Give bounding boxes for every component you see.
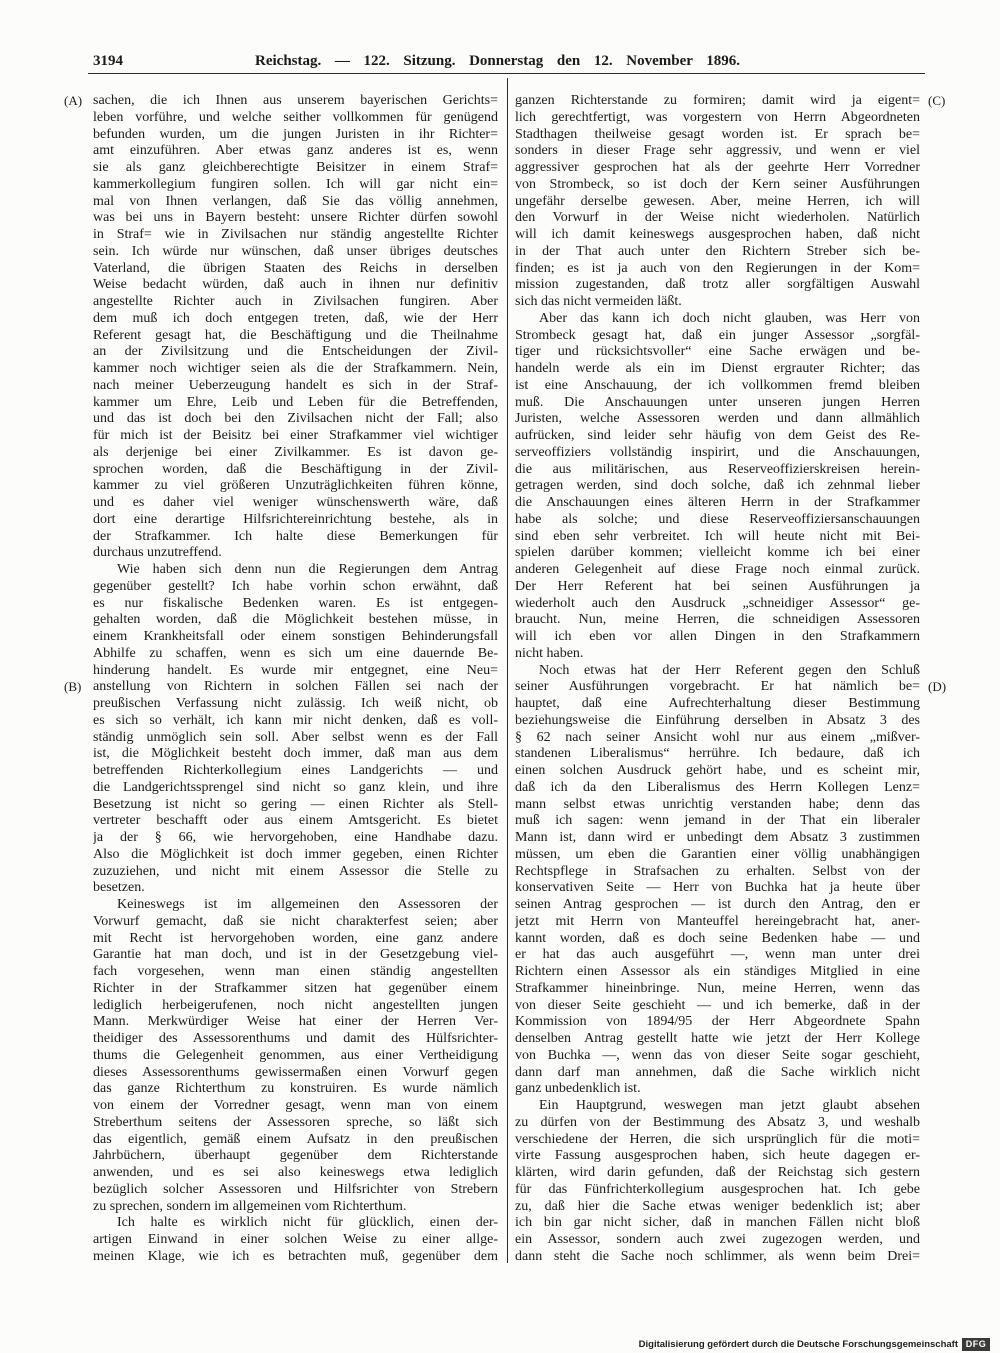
text-line: von einem der Vorredner gesagt, wenn man von einem: [93, 1098, 498, 1113]
text-line: aufrücken, sind leider sehr häufig von dem Geist des Re-: [515, 428, 920, 443]
text-line: müssen, um eben die Garantien einer völlig unabhängigen: [515, 846, 920, 862]
text-line: einen solchen Ausdruck gehört habe, und es scheint mir,: [515, 763, 920, 778]
text-line: Richter in der Strafkammer sitzen hat gegenüber einem: [93, 980, 498, 996]
text-line: von dieser Seite geschieht — und ich bemerke, daß in der: [515, 997, 920, 1013]
text-line: bezüglich solcher Assessoren und Hilfsrichter von Strebern: [93, 1181, 498, 1197]
text-line: als derjenige bei einer Zivilkammer. Es ist davon ge-: [93, 444, 498, 460]
text-line: Ein Hauptgrund, weswegen man jetzt glaubt absehen: [539, 1098, 920, 1113]
text-line: spielen darüber kommen; vielleicht komme ich bei einer: [515, 545, 920, 561]
text-line: habe als solche; und diese Reserveoffiziersanschauungen: [515, 511, 920, 527]
text-line: es nur fiskalische Bedenken waren. Es ist entgegen-: [93, 595, 498, 611]
text-line: an der Zivilsitzung und die Entscheidungen der Zivil-: [93, 344, 498, 360]
text-line: Keineswegs ist im allgemeinen den Assessoren der: [117, 897, 498, 912]
text-line: dem muß ich doch entgegen treten, daß, wie der Herr: [93, 310, 498, 326]
text-line: sind eben sehr verbreitet. Ich will heute nicht mit Bei-: [515, 528, 920, 544]
text-line: artigen Einwand in einer solchen Weise zu einer allge-: [93, 1232, 498, 1247]
text-line: Garantie hat man doch, und ist in der Gesetzgebung viel-: [93, 947, 498, 963]
text-line: muß ich sagen: wenn jemand in der That ein liberaler: [515, 813, 920, 829]
text-line: dort eine derartige Hilfsrichtereinrichtung bestehe, als in: [93, 511, 498, 527]
text-line: nach meiner Ueberzeugung handelt es sich in der Straf-: [93, 377, 498, 393]
text-line: will ich eben vor allen Dingen in den Strafkammern: [515, 629, 920, 644]
text-line: gegenüber gestellt? Ich habe vorhin schon erwähnt, daß: [93, 578, 498, 594]
text-line: Mann. Merkwürdiger Weise hat einer der Herren Ver-: [93, 1014, 498, 1030]
page-number: 3194: [93, 53, 123, 69]
text-line: Mann ist, dann wird er unbedingt dem Absatz 3 zustimmen: [515, 830, 920, 845]
text-line: von Buchka —, wenn das von dieser Seite sogar geschieht,: [515, 1047, 920, 1063]
text-line: gehalten worden, daß die Möglichkeit bestehen müsse, in: [93, 612, 498, 628]
paragraph: [515, 1098, 920, 1266]
margin-marker-a: (A): [64, 93, 83, 108]
text-line: theidiger des Assessorenthums und damit des Hülfsrichter-: [93, 1031, 498, 1046]
text-line: Aber das kann ich doch nicht glauben, was Herr von: [539, 310, 920, 326]
text-line: dieses Assessorenthums gewissermaßen einen Vorwurf gegen: [93, 1064, 498, 1080]
text-line: serveoffiziers vollständig inspirirt, und die Anschauungen,: [515, 444, 920, 460]
paragraph: [93, 93, 498, 562]
text-line: sich das nicht vermeiden läßt.: [515, 294, 682, 309]
text-line: kammerkollegium fungiren sollen. Ich will gar nicht ein=: [93, 176, 498, 192]
text-line: sachen, die ich Ihnen aus unserem bayerischen Gerichts=: [93, 93, 498, 108]
text-line: in der That auch unter den Richtern Streber sich be-: [515, 243, 920, 259]
text-line: ist eine Anschauung, der ich vollkommen fremd bleiben: [515, 377, 920, 393]
text-line: ständig unmöglich sein soll. Aber selbst wenn es der Fall: [93, 729, 498, 745]
text-line: mit Recht ist hervorgehoben worden, eine ganz andere: [93, 930, 498, 946]
text-line: lich gerechtfertigt, was vorgestern von Herrn Abgeordneten: [515, 109, 920, 125]
text-line: leben vorführe, und welche seither vollkommen für genügend: [93, 109, 498, 125]
text-line: anstellung von Richtern in solchen Fällen sei nach der: [93, 679, 498, 695]
text-line: den Vorwurf in der Weise nicht wiederholen. Natürlich: [515, 210, 920, 226]
text-line: Wie haben sich denn nun die Regierungen dem Antrag: [117, 562, 498, 577]
text-line: jetzt mit Herrn von Manteuffel hereingebracht hat, aner-: [515, 913, 920, 929]
text-line: betreffenden Richterkollegium eines Landgerichts — und: [93, 763, 498, 778]
text-line: ein Assessor, sondern auch zwei zugezogen werden, und: [515, 1232, 920, 1247]
text-line: was bei uns in Bayern besteht: unsere Richter dürfen sowohl: [93, 210, 498, 226]
text-line: das ganze Richterthum zu konstruiren. Es wurde nämlich: [93, 1081, 498, 1097]
text-line: ja der § 66, wie hervorgehoben, eine Handhabe dazu.: [93, 830, 498, 845]
text-line: seinen Antrag gesprochen — ist durch den Antrag, den er: [515, 897, 920, 912]
right-column: [515, 93, 920, 1266]
text-line: § 62 nach seiner Ansicht wohl nur aus einem „mißver-: [515, 729, 920, 745]
paragraph: [515, 663, 920, 1099]
margin-marker-b: (B): [64, 679, 82, 694]
text-line: meinen Klage, wie ich es betrachten muß, gegenüber dem: [93, 1248, 498, 1264]
text-line: finden; es ist ja auch von den Regierungen in der Kom=: [515, 260, 920, 276]
text-line: Stadthagen theilweise gesagt worden ist. Er sprach be=: [515, 126, 920, 142]
text-line: Vorwurf gemacht, daß sie nicht charakterfest seien; aber: [93, 913, 498, 929]
text-line: Noch etwas hat der Herr Referent gegen den Schluß: [539, 662, 920, 678]
text-line: Strafkammer hineinbringe. Nun, meine Herren, wenn das: [515, 980, 920, 996]
text-line: aggressiver gesprochen hat als der geehrte Herr Vorredner: [515, 160, 920, 175]
text-line: standenen Liberalismus“ herrühre. Ich bedaure, daß ich: [515, 746, 920, 762]
paragraph: [93, 562, 498, 897]
text-line: Der Herr Referent hat bei seinen Ausführungen ja: [515, 578, 920, 594]
text-line: daß ich da den Liberalismus des Herrn Kollegen Lenz=: [515, 779, 920, 795]
text-line: Richtern einen Assessor als ein ständiges Mitglied in eine: [515, 964, 920, 979]
text-line: mann selbst etwas unrichtig verstanden habe; denn das: [515, 796, 920, 812]
text-line: lediglich herbeigerufenen, noch nicht angestellten jungen: [93, 997, 498, 1013]
text-line: der Strafkammer. Ich halte diese Bemerkungen für: [93, 528, 498, 544]
text-line: befunden wurden, um die jungen Juristen in ihr Richter=: [93, 126, 498, 142]
text-line: in Straf= wie in Zivilsachen nur ständig angestellte Richter: [93, 227, 498, 242]
text-line: klärten, wird darin gefunden, daß der Reichstag sich gestern: [515, 1165, 920, 1180]
text-line: braucht. Nun, meine Herren, die schneidigen Assessoren: [515, 612, 920, 628]
text-line: sonders in dieser Frage sehr aggressiv, und wenn er viel: [515, 143, 920, 159]
text-line: thums die Gelegenheit genommen, aus einer Vertheidigung: [93, 1047, 498, 1063]
text-line: dann steht die Sache noch schlimmer, als wenn beim Drei=: [515, 1248, 920, 1264]
column-divider: [507, 78, 508, 1263]
text-line: durchaus unzutreffend.: [93, 545, 222, 561]
text-line: will ich damit keineswegs ausgesprochen haben, daß nicht: [515, 227, 920, 242]
text-line: die Anschauungen eines älteren Herrn in der Strafkammer: [515, 495, 920, 510]
text-line: preußischen Verfassung nicht zulässig. Ich weiß nicht, ob: [93, 696, 498, 711]
text-line: Ich halte es wirklich nicht für glücklich, einen der-: [117, 1215, 498, 1231]
text-line: Also die Möglichkeit ist doch immer gegeben, einen Richter: [93, 846, 498, 862]
text-line: Strombeck gesagt hat, daß ein junger Assessor „sorgfäl-: [515, 327, 920, 343]
text-line: es sich so verhält, ich kann mir nicht denken, daß es voll-: [93, 712, 498, 728]
text-line: ganzen Richterstande zu formiren; damit wird ja eigent=: [515, 93, 920, 108]
text-line: Juristen, welche Assessoren werden und dann allmählich: [515, 411, 920, 427]
margin-marker-d: (D): [928, 679, 947, 694]
text-line: und das ist doch bei den Zivilsachen nicht der Fall; also: [93, 411, 498, 427]
paragraph: [515, 93, 920, 311]
text-line: Weise bedacht würden, daß auch in ihnen nur definitiv: [93, 277, 498, 293]
text-line: anwenden, und es sei also keineswegs etwa lediglich: [93, 1165, 498, 1180]
paragraph: [93, 1215, 498, 1265]
text-line: kammer um Ehre, Leib und Leben für die Betreffenden,: [93, 394, 498, 410]
text-line: ist, die Möglichkeit besteht doch immer, daß man aus dem: [93, 746, 498, 762]
text-line: anderen Gelegenheit auf diese Frage noch einmal zurück.: [515, 562, 920, 577]
text-line: hauptet, daß eine Aufrechterhaltung dieser Bestimmung: [515, 696, 920, 711]
text-line: tiger und rücksichtsvoller“ eine Sache erwägen und be-: [515, 344, 920, 360]
text-line: kannt worden, daß es doch seine Bedenken habe — und: [515, 930, 920, 946]
text-line: ungefähr derselbe gewesen. Aber, meine Herren, ich will: [515, 193, 920, 209]
text-line: zu, daß hier die Sache etwas weniger bedenklich ist; aber: [515, 1198, 920, 1214]
text-line: Besetzung ist nicht so gering — einen Richter als Stell-: [93, 796, 498, 812]
text-line: verschiedene der Herren, die sich ursprünglich für die moti=: [515, 1131, 920, 1147]
text-line: die aus militärischen, aus Reserveoffizierskreisen herein-: [515, 461, 920, 477]
dfg-logo: DFG: [962, 1338, 990, 1351]
text-line: ich bin gar nicht sicher, daß in manchen Fällen nicht bloß: [515, 1215, 920, 1231]
text-line: kammer zu viel größeren Unzuträglichkeiten führen könne,: [93, 478, 498, 494]
digitization-credit: Digitalisierung gefördert durch die Deutsche Forschungsgemeinschaft: [638, 1339, 958, 1350]
text-line: das eigentlich, gemäß einem Aufsatz in den preußischen: [93, 1131, 498, 1147]
text-line: dann darf man annehmen, daß die Sache wirklich nicht: [515, 1064, 920, 1080]
text-line: einem Krankheitsfall oder einem sonstigen Behinderungsfall: [93, 629, 498, 644]
text-line: nicht haben.: [515, 645, 584, 661]
text-line: Abhilfe zu schaffen, wenn es sich um eine dauernde Be-: [93, 645, 498, 661]
text-line: für das Fünfrichterkollegium ausgesprochen hat. Ich gebe: [515, 1181, 920, 1197]
text-line: muß. Die Anschauungen unter unseren jungen Herren: [515, 394, 920, 410]
text-line: Streberthum seitens der Assessoren spreche, so läßt sich: [93, 1114, 498, 1130]
text-line: Referent gesagt hat, die Beschäftigung und die Theilnahme: [93, 327, 498, 343]
text-line: mal von Ihnen verlangen, daß Sie das völlig annehmen,: [93, 193, 498, 209]
margin-marker-c: (C): [928, 93, 946, 108]
text-line: Vaterland, die übrigen Staaten des Reichs in derselben: [93, 260, 498, 276]
text-line: zuzuziehen, und nicht mit einem Assessor die Stelle zu: [93, 863, 498, 879]
text-line: zu sprechen, sondern im allgemeinen vom Richterthum.: [93, 1198, 407, 1214]
text-line: virte Fassung ausgesprochen haben, sich heute dagegen er-: [515, 1148, 920, 1164]
text-line: fach vorgesehen, wenn man einen ständig angestellten: [93, 964, 498, 979]
text-line: amt einzuführen. Aber etwas ganz anderes ist es, wenn: [93, 143, 498, 159]
text-line: sein. Ich würde nur wünschen, daß unser übriges deutsches: [93, 243, 498, 259]
text-line: getragen werden, sind doch solche, daß ich zehnmal lieber: [515, 478, 920, 494]
text-line: für mich ist der Beisitz bei einer Strafkammer viel wichtiger: [93, 428, 498, 443]
text-line: und es daher viel weniger wünschenswerth wäre, daß: [93, 495, 498, 510]
text-line: handeln werde als ein im Dienst ergrauter Richter; das: [515, 361, 920, 376]
header-rule: [88, 73, 925, 74]
text-line: mission zugestanden, daß trotz aller sorgfältigen Auswahl: [515, 277, 920, 293]
running-header-title: Reichstag. — 122. Sitzung. Donnerstag den 12. November 1896.: [255, 53, 740, 69]
left-column: [93, 93, 498, 1266]
text-line: hinderung handelt. Es wurde mir entgegnet, eine Neu=: [93, 662, 498, 678]
text-line: vertreter beschafft oder aus einem Amtsgericht. Es bietet: [93, 813, 498, 829]
text-line: wiederholt auch den Ausdruck „schneidiger Assessor“ ge-: [515, 595, 920, 611]
text-line: sprochen worden, daß die Beschäftigung in der Zivil-: [93, 461, 498, 477]
text-line: zu dürfen von der Bestimmung des Absatz 3, und weshalb: [515, 1114, 920, 1130]
text-line: angestellte Richter auch in Zivilsachen fungiren. Aber: [93, 294, 498, 309]
text-line: von Strombeck, so ist doch der Kern seiner Ausführungen: [515, 176, 920, 192]
text-line: kammer noch wichtiger seien als die der Strafkammern. Nein,: [93, 361, 498, 376]
paragraph: [93, 897, 498, 1215]
text-line: denselben Antrag gestellt hatte wie jetzt der Herr Kollege: [515, 1031, 920, 1046]
text-line: seiner Ausführungen vorgebracht. Er hat nämlich be=: [515, 679, 920, 695]
text-line: Jahrbüchern, überhaupt gegenüber dem Richterstande: [93, 1148, 498, 1164]
text-line: sie als ganz gleichberechtigte Beisitzer in einem Straf=: [93, 160, 498, 175]
text-line: ganz unbedenklich ist.: [515, 1081, 641, 1097]
text-line: beziehungsweise die Einführung derselben in Absatz 3 des: [515, 712, 920, 728]
text-line: besetzen.: [93, 880, 145, 896]
text-line: er hat das auch ausgeführt —, wenn man unter drei: [515, 947, 920, 963]
text-line: Kommission von 1894/95 der Herr Abgeordnete Spahn: [515, 1014, 920, 1030]
text-line: die Landgerichtssprengel sind nicht so ganz klein, und ihre: [93, 779, 498, 795]
text-line: konservativen Seite — Herr von Buchka hat ja heute über: [515, 880, 920, 896]
paragraph: [515, 311, 920, 663]
text-line: Rechtspflege in Strafsachen zu erhalten. Selbst von der: [515, 863, 920, 879]
